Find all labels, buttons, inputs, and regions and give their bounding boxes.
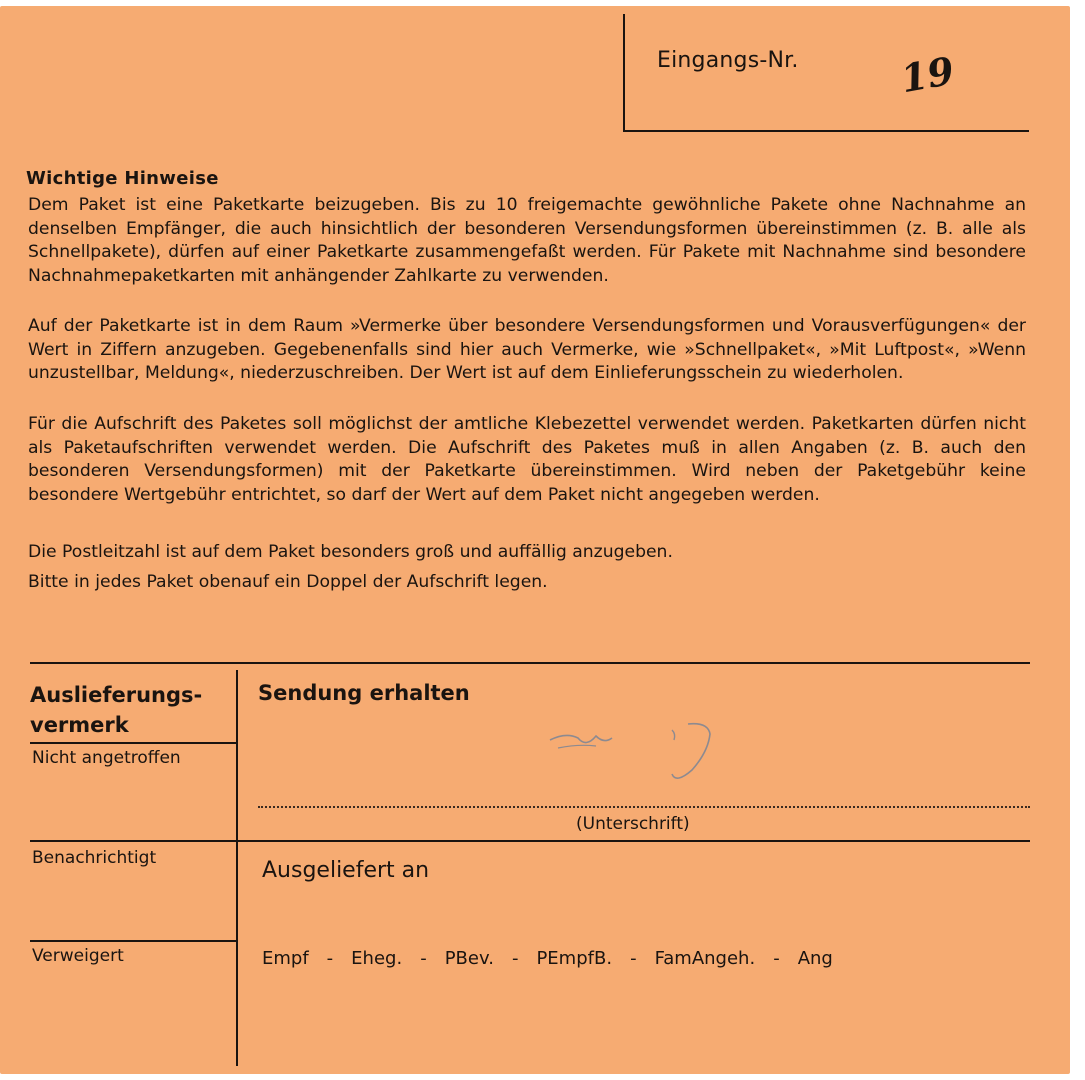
- code-famangeh: FamAngeh.: [654, 948, 756, 969]
- hinweis-paragraph-4: Die Postleitzahl ist auf dem Paket besonders groß und auffällig anzugeben.: [28, 542, 673, 562]
- code-empf: Empf: [262, 948, 309, 969]
- parcel-card: [0, 6, 1070, 1074]
- code-separator: -: [326, 948, 334, 969]
- eingangs-nr-box: [623, 14, 1029, 132]
- code-separator: -: [630, 948, 637, 969]
- form-vertical-rule: [236, 670, 238, 1066]
- code-separator: -: [773, 948, 780, 969]
- eingangs-nr-handwritten: 19: [897, 47, 958, 102]
- eingangs-nr-label: Eingangs-Nr.: [657, 48, 799, 73]
- benachrichtigt-underline: [30, 940, 236, 942]
- code-separator: -: [511, 948, 519, 969]
- auslieferungsvermerk-title-line1: Auslieferungs-: [30, 683, 203, 707]
- recipient-codes: [262, 948, 833, 969]
- ausgeliefert-an-label: Ausgeliefert an: [262, 858, 430, 883]
- hinweis-paragraph-3: Für die Aufschrift des Paketes soll möglichst der amtliche Klebezettel verwendet werden. Paketkarten dürfen nicht als Paketaufschriften verwendet werden. Die Aufschrift des Paketes muß in allen Angaben (z. B. auch den besonderen Versendungsformen) mit der Paketkarte übereinstimmen. Wird neben der Paketgebühr keine besondere Wertgebühr entrichtet, so darf der Wert auf dem Paket nicht angegeben werden.: [28, 414, 1026, 505]
- code-ang: Ang: [797, 948, 833, 969]
- benachrichtigt-label: Benachrichtigt: [32, 848, 157, 868]
- code-pbev: PBev.: [444, 948, 494, 969]
- vermerk-underline: [30, 742, 236, 744]
- pencil-signature-scribble: [548, 718, 728, 788]
- verweigert-label: Verweigert: [32, 946, 124, 966]
- unterschrift-label: (Unterschrift): [576, 814, 690, 834]
- code-separator: -: [420, 948, 427, 969]
- hinweise-heading: Wichtige Hinweise: [26, 168, 219, 189]
- nicht-angetroffen-label: Nicht angetroffen: [32, 748, 181, 768]
- sendung-erhalten-title: Sendung erhalten: [258, 681, 470, 705]
- hinweis-paragraph-5: Bitte in jedes Paket obenauf ein Doppel der Aufschrift legen.: [28, 572, 548, 592]
- form-middle-rule: [30, 840, 1030, 842]
- auslieferungsvermerk-title-line2: vermerk: [30, 713, 129, 737]
- hinweis-paragraph-2: Auf der Paketkarte ist in dem Raum »Vermerke über besondere Versendungsformen und Vorausverfügungen« der Wert in Ziffern anzugeben. Gegebenenfalls sind hier auch Vermerke, wie »Schnellpaket«, »Mit Luftpost«, »Wenn unzustellbar, Meldung«, niederzuschreiben. Der Wert ist auf dem Einlieferungsschein zu wiederholen.: [28, 316, 1026, 383]
- code-pempfb: PEmpfB.: [536, 948, 613, 969]
- signature-line: [258, 806, 1030, 808]
- code-eheg: Eheg.: [351, 948, 403, 969]
- hinweis-paragraph-1: Dem Paket ist eine Paketkarte beizugeben. Bis zu 10 freigemachte gewöhnliche Pakete ohne Nachnahme an denselben Empfänger, die auch hinsichtlich der besonderen Versendungsformen übereinstimmen (z. B. alle als Schnellpakete), dürfen auf einer Paketkarte zusammengefaßt werden. Für Pakete mit Nachnahme sind besondere Nachnahmepaketkarten mit anhängender Zahlkarte zu verwenden.: [28, 195, 1026, 286]
- form-top-rule: [30, 662, 1030, 664]
